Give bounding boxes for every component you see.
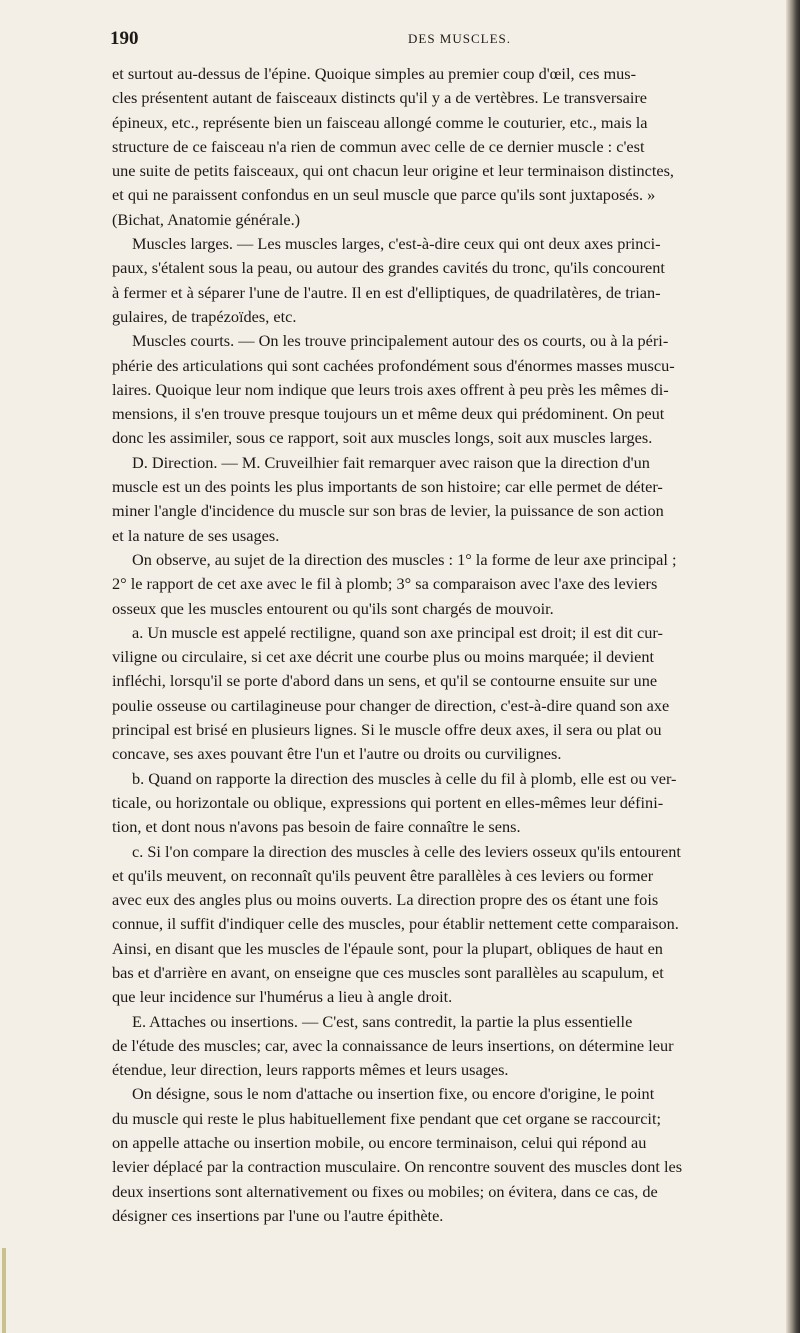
text-line: mensions, il s'en trouve presque toujours un et même deux qui prédominent. On peut (112, 404, 665, 424)
text-line: bas et d'arrière en avant, on enseigne que ces muscles sont parallèles au scapulum, et (112, 962, 664, 982)
text-line: connue, il suffit d'indiquer celle des muscles, pour établir nettement cette comparaison. (112, 914, 679, 934)
text-line: paux, s'étalent sous la peau, ou autour des grandes cavités du tronc, qu'ils concourent (112, 258, 665, 278)
text-line: miner l'angle d'incidence du muscle sur son bras de levier, la puissance de son action (112, 501, 664, 521)
text-line: laires. Quoique leur nom indique que leurs trois axes offrent à peu près les mêmes di- (112, 379, 669, 399)
text-line: une suite de petits faisceaux, qui ont chacun leur origine et leur terminaison distinctes, (112, 161, 674, 181)
text-line: viligne ou circulaire, si cet axe décrit une courbe plus ou moins marquée; il devient (112, 647, 655, 667)
text-line: structure de ce faisceau n'a rien de commun avec celle de ce dernier muscle : c'est (112, 136, 645, 156)
text-line: levier déplacé par la contraction musculaire. On rencontre souvent des muscles dont les (112, 1157, 683, 1177)
page-number: 190 (110, 28, 139, 49)
text-line: muscle est un des points les plus importants de son histoire; car elle permet de déter- (112, 477, 663, 497)
text-line: et la nature de ses usages. (112, 525, 280, 545)
text-line: épineux, etc., représente bien un faisceau allongé comme le couturier, etc., mais la (112, 112, 648, 132)
text-line: et surtout au-dessus de l'épine. Quoique simples au premier coup d'œil, ces mus- (112, 64, 637, 83)
text-line: On désigne, sous le nom d'attache ou insertion fixe, ou encore d'origine, le point (132, 1084, 655, 1104)
text-line: Muscles courts. — On les trouve principalement autour des os courts, ou à la péri- (132, 331, 669, 351)
text-line: avec eux des angles plus ou moins ouverts. La direction propre des os étant une fois (112, 890, 659, 910)
text-line: Ainsi, en disant que les muscles de l'épaule sont, pour la plupart, obliques de haut en (112, 938, 663, 958)
text-line: a. Un muscle est appelé rectiligne, quand son axe principal est droit; il est dit cur- (132, 622, 663, 642)
text-line: c. Si l'on compare la direction des muscles à celle des leviers osseux qu'ils entourent (132, 841, 681, 861)
text-line: On observe, au sujet de la direction des muscles : 1° la forme de leur axe principal ; (132, 549, 677, 569)
text-line: 2° le rapport de cet axe avec le fil à plomb; 3° sa comparaison avec l'axe des leviers (112, 574, 658, 594)
text-line: ticale, ou horizontale ou oblique, expressions qui portent en elles-mêmes leur défini- (112, 792, 664, 812)
text-line: que leur incidence sur l'humérus a lieu à angle droit. (112, 987, 453, 1007)
text-line: phérie des articulations qui sont cachées profondément sous d'énormes masses muscu- (112, 355, 675, 375)
text-line: deux insertions sont alternativement ou fixes ou mobiles; on évitera, dans ce cas, de (112, 1181, 658, 1201)
text-line: E. Attaches ou insertions. — C'est, sans contredit, la partie la plus essentielle (132, 1011, 633, 1031)
body-text (112, 62, 780, 1228)
text-line: de l'étude des muscles; car, avec la connaissance de leurs insertions, on détermine leur (112, 1035, 674, 1055)
text-line: étendue, leur direction, leurs rapports mêmes et leurs usages. (112, 1060, 509, 1080)
text-line: et qui ne paraissent confondus en un seul muscle que parce qu'ils sont juxtaposés. » (112, 185, 656, 205)
text-line: poulie osseuse ou cartilagineuse pour changer de direction, c'est-à-dire quand son axe (112, 695, 670, 715)
text-line: D. Direction. — M. Cruveilhier fait remarquer avec raison que la direction d'un (132, 452, 650, 472)
text-line: à fermer et à séparer l'une de l'autre. Il en est d'elliptiques, de quadrilatères, de trian- (112, 282, 661, 302)
text-line: concave, ses axes pouvant être l'un et l'autre ou droits ou curvilignes. (112, 744, 562, 764)
book-gutter-edge (786, 0, 800, 1333)
text-line: gulaires, de trapézoïdes, etc. (112, 306, 297, 326)
text-line: osseux que les muscles entourent ou qu'ils sont chargés de mouvoir. (112, 598, 554, 618)
text-line: Muscles larges. — Les muscles larges, c'est-à-dire ceux qui ont deux axes princi- (132, 234, 661, 254)
page-header (110, 28, 770, 50)
text-line: principal est brisé en plusieurs lignes. Si le muscle offre deux axes, il sera ou plat ou (112, 720, 662, 740)
running-head: DES MUSCLES. (408, 31, 512, 46)
page-edge-mark (2, 1248, 6, 1333)
text-line: on appelle attache ou insertion mobile, ou encore terminaison, celui qui répond au (112, 1133, 647, 1153)
text-line: donc les assimiler, sous ce rapport, soit aux muscles longs, soit aux muscles larges. (112, 428, 653, 448)
text-line: du muscle qui reste le plus habituellement fixe pendant que cet organe se raccourcit; (112, 1108, 661, 1128)
text-line: (Bichat, Anatomie générale.) (112, 209, 301, 229)
text-line: et qu'ils meuvent, on reconnaît qu'ils peuvent être parallèles à ces leviers ou former (112, 865, 654, 885)
text-line: tion, et dont nous n'avons pas besoin de faire connaître le sens. (112, 817, 521, 837)
text-line: b. Quand on rapporte la direction des muscles à celle du fil à plomb, elle est ou ver- (132, 768, 677, 788)
text-line: infléchi, lorsqu'il se porte d'abord dans un sens, et qu'il se contourne ensuite sur une (112, 671, 658, 691)
text-line: désigner ces insertions par l'une ou l'autre épithète. (112, 1205, 444, 1225)
text-line: cles présentent autant de faisceaux distincts qu'il y a de vertèbres. Le transversaire (112, 88, 648, 108)
